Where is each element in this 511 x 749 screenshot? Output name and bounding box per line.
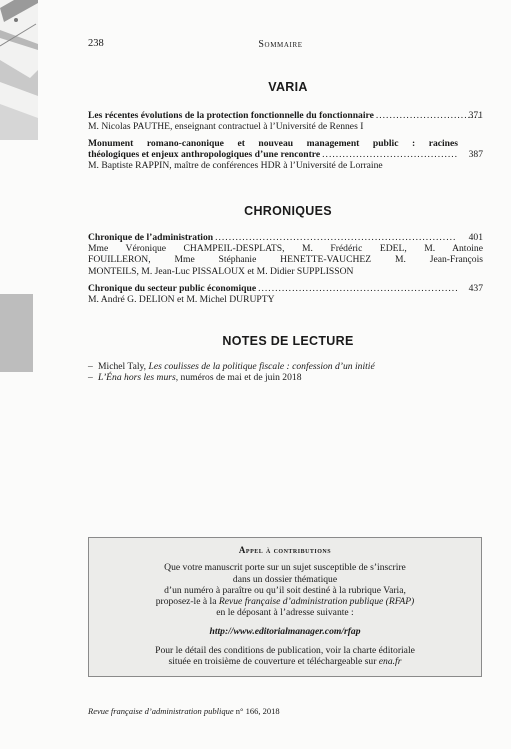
entry-author: FOUILLERON, Mme Stéphanie HENETTE-VAUCHEZ M. Jean-François xyxy=(88,254,483,266)
toc-entry[interactable] xyxy=(88,138,483,172)
section-title-notes: NOTES DE LECTURE xyxy=(222,334,354,348)
call-text: en le déposant à l’adresse suivante : xyxy=(216,607,354,619)
entry-author: M. André G. DELION et M. Michel DURUPTY xyxy=(88,294,275,306)
dot-leader xyxy=(322,149,457,160)
entry-title: Les récentes évolutions de la protection fonctionnelle du fonctionnaire xyxy=(88,110,374,121)
running-title: Sommaire xyxy=(258,39,303,50)
dot-leader xyxy=(215,232,457,243)
toc-entry[interactable] xyxy=(88,232,483,277)
entry-page: 401 xyxy=(468,232,483,243)
call-for-contributions-box xyxy=(88,537,482,677)
toc-entry[interactable] xyxy=(88,283,483,305)
dot-leader xyxy=(258,283,457,294)
entry-author: Mme Véronique CHAMPEIL-DESPLATS, M. Frédéric EDEL, M. Antoine xyxy=(88,243,483,255)
list-item: – L’Éna hors les murs, numéros de mai et de juin 2018 xyxy=(88,372,483,383)
list-item: – Michel Taly, Les coulisses de la politique fiscale : confession d’un initié xyxy=(88,361,483,372)
call-text: située en troisième de couverture et téléchargeable sur ena.fr xyxy=(168,656,402,668)
entry-page: 437 xyxy=(468,283,483,294)
call-text: Pour le détail des conditions de publication, voir la charte éditoriale xyxy=(155,645,415,657)
call-text: dans un dossier thématique xyxy=(232,573,338,585)
call-text: Que votre manuscrit porte sur un sujet susceptible de s’inscrire xyxy=(164,562,406,574)
entry-page: 387 xyxy=(468,149,483,160)
notes-list xyxy=(88,361,483,384)
submission-link[interactable]: http://www.editorialmanager.com/rfap xyxy=(209,625,361,637)
entry-title: Monument romano-canonique et nouveau management public : racines xyxy=(88,138,458,149)
dot-leader xyxy=(376,110,481,121)
entry-author: M. Nicolas PAUTHE, enseignant contractuel à l’Université de Rennes I xyxy=(88,121,364,133)
entry-title: Chronique du secteur public économique xyxy=(88,283,257,294)
toc-entry[interactable] xyxy=(88,110,483,132)
entry-author: M. Baptiste RAPPIN, maître de conférences HDR à l’Université de Lorraine xyxy=(88,160,383,172)
entry-author: MONTEILS, M. Jean-Luc PISSALOUX et M. Didier SUPPLISSON xyxy=(88,265,354,277)
call-title: Appel à contributions xyxy=(238,545,332,555)
side-tab-marker xyxy=(0,294,33,372)
corner-decoration xyxy=(0,0,38,140)
section-title-chroniques: CHRONIQUES xyxy=(244,204,332,218)
call-text: d’un numéro à paraître ou qu’il soit destiné à la rubrique Varia, xyxy=(164,584,406,596)
footer-journal-citation: Revue française d’administration publique n° 166, 2018 xyxy=(88,706,280,716)
ena-link[interactable]: ena.fr xyxy=(378,656,402,668)
entry-page: 371 xyxy=(468,110,483,121)
section-title-varia: VARIA xyxy=(268,80,308,94)
entry-title: Chronique de l’administration xyxy=(88,232,214,243)
page-number: 238 xyxy=(88,38,104,49)
entry-title-cont: théologiques et enjeux anthropologiques d’une rencontre xyxy=(88,149,321,161)
call-text: proposez-le à la Revue française d’administration publique (RFAP) xyxy=(155,596,415,608)
